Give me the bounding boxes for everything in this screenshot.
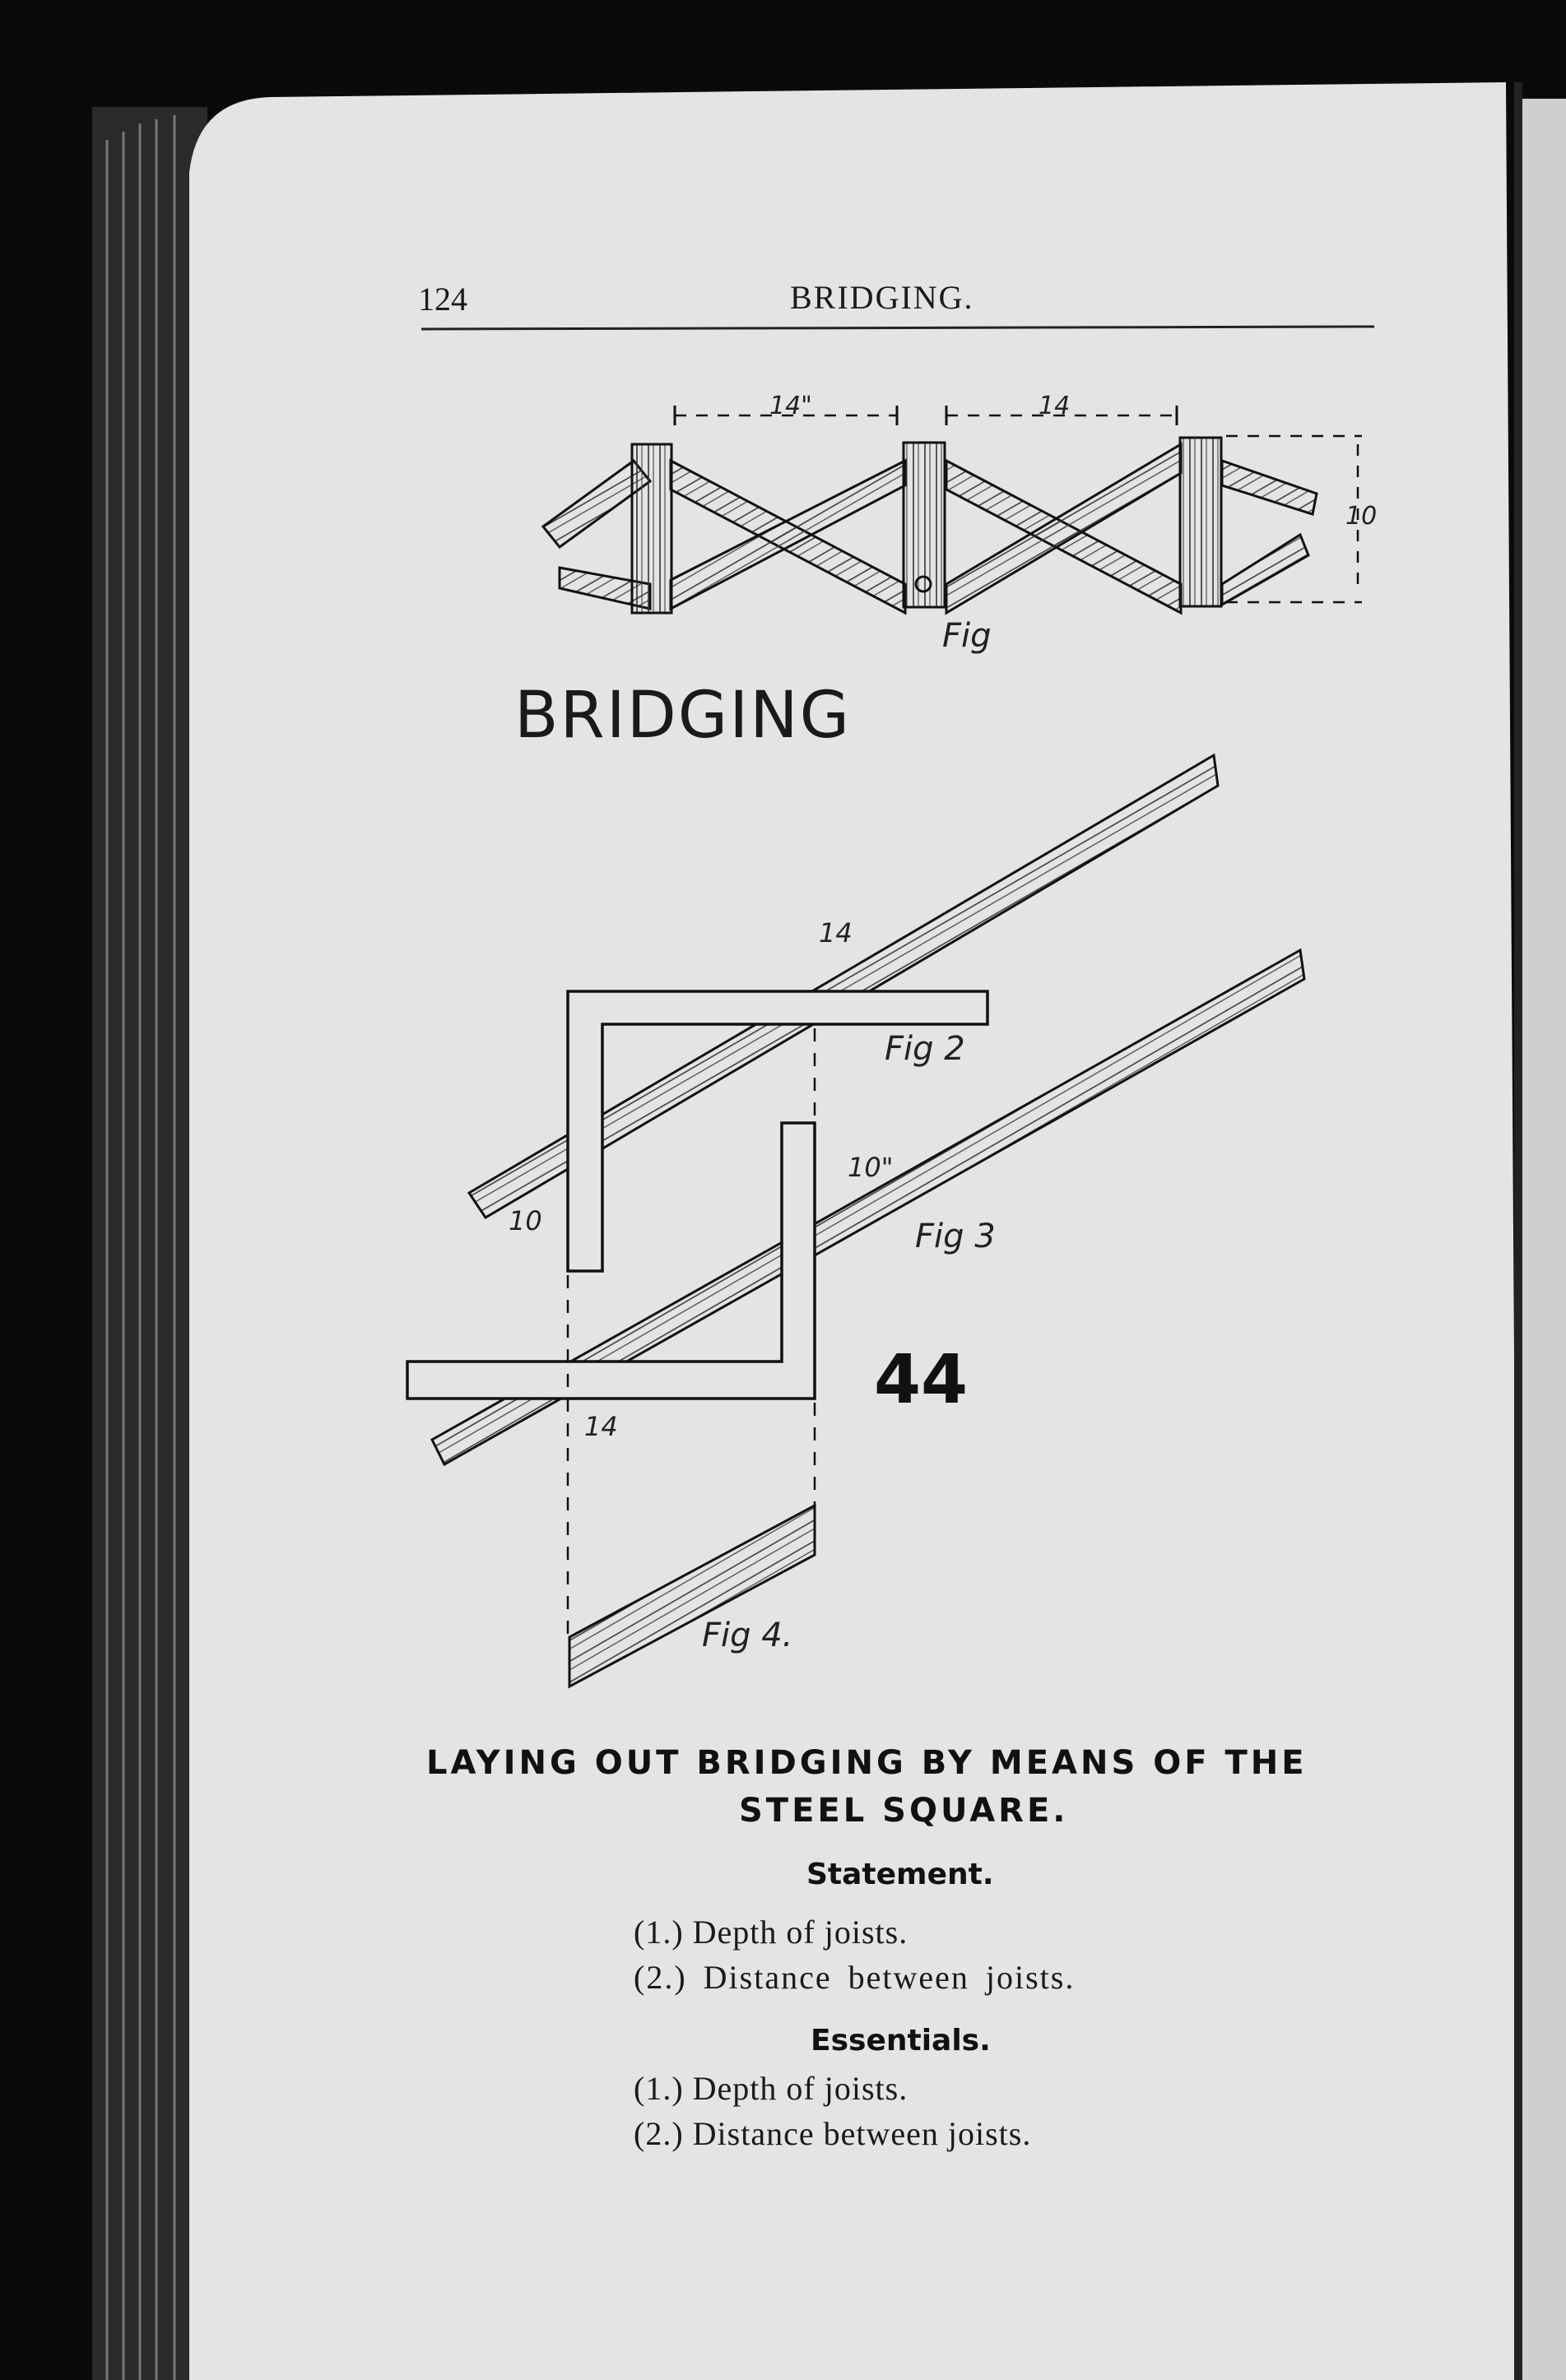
statement-item-1: (1.) Depth of joists. xyxy=(634,1914,908,1951)
fig3-dim-tongue: 10" xyxy=(848,1152,894,1183)
binding-edge-right xyxy=(1514,82,1522,2380)
essentials-item-2: (2.) Distance between joists. xyxy=(634,2115,1032,2152)
essentials-heading: Essentials. xyxy=(811,2024,991,2058)
fig1-dim-depth: 10 xyxy=(1345,502,1378,531)
fig3-label: Fig 3 xyxy=(915,1218,996,1255)
fig2-dim-tongue: 10 xyxy=(509,1205,542,1236)
running-title: BRIDGING. xyxy=(790,279,974,316)
caption-line1: LAYING OUT BRIDGING BY MEANS OF THE xyxy=(426,1744,1308,1782)
fig2-dim-blade: 14 xyxy=(819,917,853,949)
bridging-hand-title: BRIDGING xyxy=(514,679,852,753)
fig1-dim-left: 14" xyxy=(769,392,812,420)
page-number: 124 xyxy=(418,281,467,318)
fig1-label: Fig xyxy=(942,617,992,655)
fig1-joists xyxy=(543,438,1317,613)
next-page-strip xyxy=(1522,99,1566,2380)
statement-heading: Statement. xyxy=(806,1858,994,1891)
fig1-joist xyxy=(904,443,945,607)
fig2-label: Fig 2 xyxy=(885,1030,965,1068)
statement-item-2: (2.) Distance between joists. xyxy=(634,1959,1076,1996)
caption-line2: STEEL SQUARE. xyxy=(739,1792,1069,1830)
plate-number: 44 xyxy=(874,1341,969,1419)
fig1-dim-right: 14 xyxy=(1039,392,1071,420)
essentials-item-1: (1.) Depth of joists. xyxy=(634,2070,908,2107)
fig4-label: Fig 4. xyxy=(702,1617,793,1654)
fig1-joist xyxy=(1180,438,1221,606)
fig1-joist xyxy=(632,444,671,613)
fig3-dim-blade: 14 xyxy=(584,1411,618,1442)
